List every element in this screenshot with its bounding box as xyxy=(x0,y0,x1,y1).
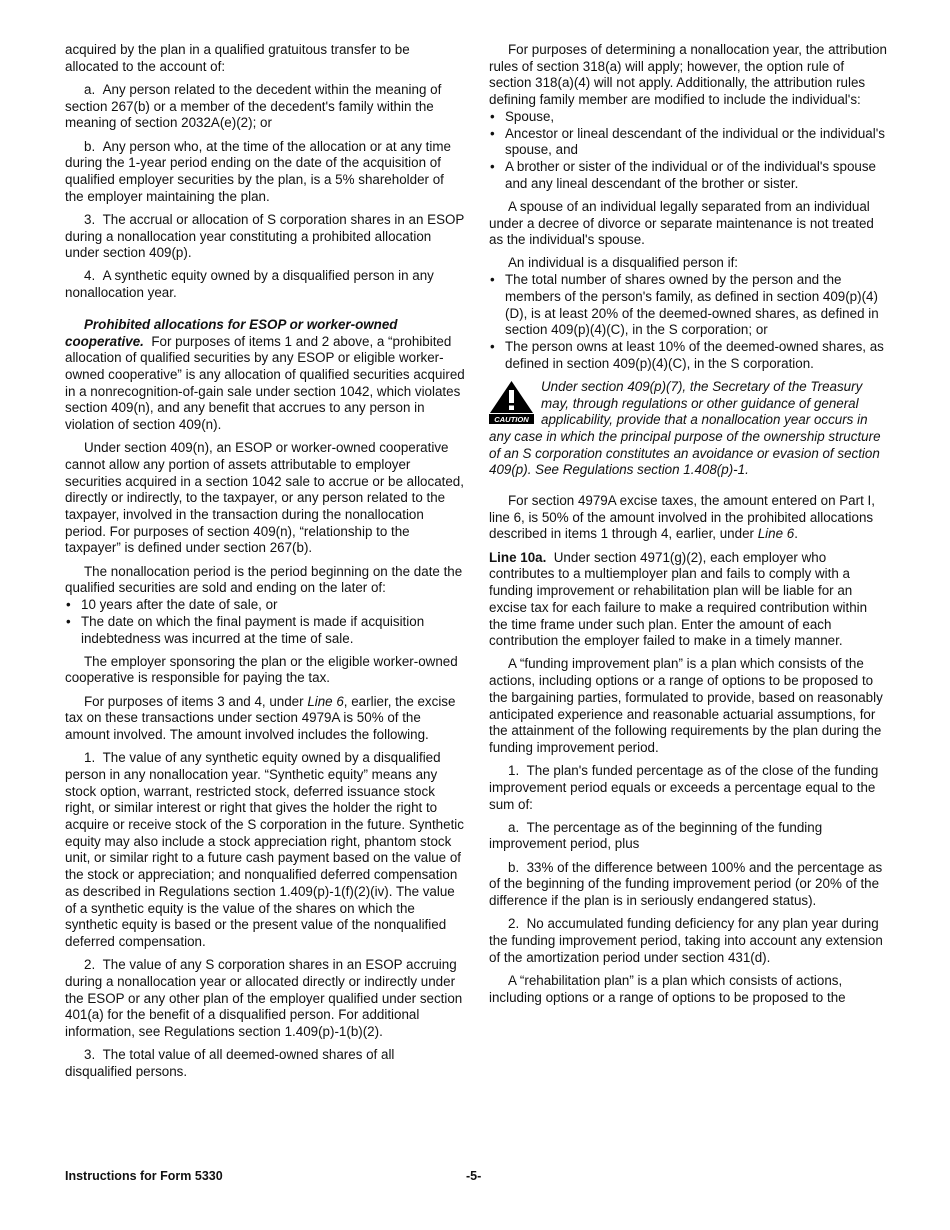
list-item-4: 4. A synthetic equity owned by a disqualified person in any nonallocation year. xyxy=(65,268,434,301)
line-reference: Line 6 xyxy=(307,693,344,709)
paragraph-text: For purposes of items 1 and 2 above, a “prohibited allocation of qualified securities by any ESOP or eligible worker-owned cooperative” is any allocation of qualified securities acquired in a nonrecognition-of-gain sale under section 1042, which violates section 409(n), and any benefit that accrues to any person in violation of section 409(n). xyxy=(65,333,465,433)
bullet-item: • Spouse, xyxy=(489,109,889,126)
paragraph-text: Under section 4971(g)(2), each employer who contributes to a multiemployer plan and fails to comply with a funding improvement or rehabilitation plan will be liable for an excise tax for each failure to make a required contribution within the time frame under such plan. Enter the amount of each contribution the employer failed to make in a timely manner. xyxy=(489,549,868,649)
right-column xyxy=(489,42,889,1013)
caution-note xyxy=(489,379,889,479)
list-item-3: 3. The total value of all deemed-owned shares of all disqualified persons. xyxy=(65,1047,395,1079)
paragraph: Under section 409(n), an ESOP or worker-owned cooperative cannot allow any portion of assets attributable to employer securities acquired in a section 1042 sale to accrue or be allocated, directly or indirectly, to the taxpayer, or any person related to the taxpayer, involved in the transaction during the nonallocation period. For purposes of section 409(n), “relationship to the taxpayer” is defined under section 267(b). xyxy=(65,440,464,556)
bullet-item: • The person owns at least 10% of the deemed-owned shares, as defined in section 409(p)(4)(C), in the S corporation. xyxy=(489,339,889,372)
text: , earlier, the excise tax on these transactions under section 4979A is 50% of the amount involved. The amount involved includes the following. xyxy=(65,693,456,743)
text: . xyxy=(794,526,798,542)
bullet-item: • Ancestor or lineal descendant of the individual or the individual's spouse, and xyxy=(489,126,889,159)
bullet-item: • The date on which the final payment is made if acquisition indebtedness was incurred at the time of sale. xyxy=(65,614,465,647)
bullet-item: • The total number of shares owned by the person and the members of the person's family, as defined in section 409(p)(4)(D), is at least 20% of the deemed-owned shares, as defined in section 409(p)(4)(C), in the S corporation; or xyxy=(489,272,889,339)
paragraph-prohibited-allocations xyxy=(65,317,465,434)
text: For purposes of items 3 and 4, under xyxy=(84,693,308,709)
paragraph: A “funding improvement plan” is a plan which consists of the actions, including options or a range of options to be proposed to the bargaining parties, formulated to provide, based on reasonably anticipated experience and reasonable actuarial assumptions, for the attainment of the following requirements by the plan during the funding improvement period. xyxy=(489,656,883,755)
paragraph: acquired by the plan in a qualified gratuitous transfer to be allocated to the account of: xyxy=(65,42,410,74)
text: For section 4979A excise taxes, the amount entered on Part I, line 6, is 50% of the amount involved in the prohibited allocations described in items 1 through 4, earlier, under xyxy=(489,493,875,542)
section-heading: Line 10a. xyxy=(489,549,547,565)
list-item-a: a. The percentage as of the beginning of the funding improvement period, plus xyxy=(489,819,823,852)
section-heading: Prohibited allocations for ESOP or worker-owned cooperative. xyxy=(65,316,398,349)
caution-text: Under section 409(p)(7), the Secretary of the Treasury may, through regulations or other guidance of general applicability, provide that a nonallocation year occurs in any case in which the principal purpose of the ownership structure of an S corporation constitutes an avoidance or evasion of section 409(p). See Regulations section 1.408(p)-1. xyxy=(489,378,881,478)
bullet-item: • A brother or sister of the individual or of the individual's spouse and any lineal descendant of the brother or sister. xyxy=(489,159,889,192)
list-item-1: 1. The plan's funded percentage as of the close of the funding improvement period equals or exceeds a percentage equal to the sum of: xyxy=(489,763,879,812)
paragraph: The nonallocation period is the period beginning on the date the qualified securities are sold and ending on the later of: xyxy=(65,563,463,596)
list-item-2: 2. No accumulated funding deficiency for any plan year during the funding improvement period, taking into account any extension of the amortization period under section 431(d). xyxy=(489,916,883,965)
list-item-3: 3. The accrual or allocation of S corporation shares in an ESOP during a nonallocation year constituting a prohibited allocation under section 409(p). xyxy=(65,211,465,261)
paragraph-line-10a xyxy=(489,550,889,650)
list-item-b: b. Any person who, at the time of the allocation or at any time during the 1-year period ending on the date of the acquisition of qualified employer securities by the plan, is a 5% shareholder of the employer maintaining the plan. xyxy=(65,138,451,204)
paragraph: The employer sponsoring the plan or the eligible worker-owned cooperative is responsible for paying the tax. xyxy=(65,653,458,686)
paragraph: A “rehabilitation plan” is a plan which consists of actions, including options or a range of options to be proposed to the xyxy=(489,972,846,1005)
left-column xyxy=(65,42,465,1087)
bullet-item: • 10 years after the date of sale, or xyxy=(65,597,465,614)
list-item-a: a. Any person related to the decedent within the meaning of section 267(b) or a member of the decedent's family within the meaning of section 2032A(e)(2); or xyxy=(65,81,442,131)
paragraph: A spouse of an individual legally separated from an individual under a decree of divorce or separate maintenance is not treated as the individual's spouse. xyxy=(489,198,874,248)
list-item-2: 2. The value of any S corporation shares in an ESOP accruing during a nonallocation year or allocated directly or indirectly under the ESOP or any other plan of the employer qualified under section 401(a) for the benefit of a disqualified person. For additional information, see Regulations section 1.409(p)-1(b)(2). xyxy=(65,957,463,1039)
paragraph xyxy=(489,493,889,543)
list-item-1: 1. The value of any synthetic equity owned by a disqualified person in any nonallocation year. “Synthetic equity” means any stock option, warrant, restricted stock, deferred issuance stock right, or similar interest or right that gives the holder the right to acquire or receive stock of the S corporation in the future. Synthetic equity may also include a stock appreciation right, phantom stock unit, or similar right to a future cash payment based on the value of the stock or appreciation; and nonqualified deferred compensation as described in Regulations section 1.409(p)-1(f)(2)(iv). The value of a synthetic equity is the value of the shares on which the synthetic equity is based or the present value of the nonqualified deferred compensation. xyxy=(65,750,464,949)
line-reference: Line 6 xyxy=(757,526,795,542)
caution-label: CAUTION xyxy=(494,414,529,424)
paragraph: An individual is a disqualified person if: xyxy=(508,255,739,271)
page-number: -5- xyxy=(466,1169,482,1183)
caution-icon xyxy=(489,380,534,424)
paragraph: For purposes of determining a nonallocation year, the attribution rules of section 318(a) will apply; however, the option rule of section 318(a)(4) will not apply. Additionally, the attribution rules defining family member are modified to include the individual's: xyxy=(489,42,887,108)
form-title: Instructions for Form 5330 xyxy=(65,1169,223,1183)
list-item-b: b. 33% of the difference between 100% and the percentage as of the beginning of the funding improvement period (or 20% of the difference if the plan is in seriously endangered status). xyxy=(489,859,883,909)
paragraph xyxy=(65,694,465,744)
